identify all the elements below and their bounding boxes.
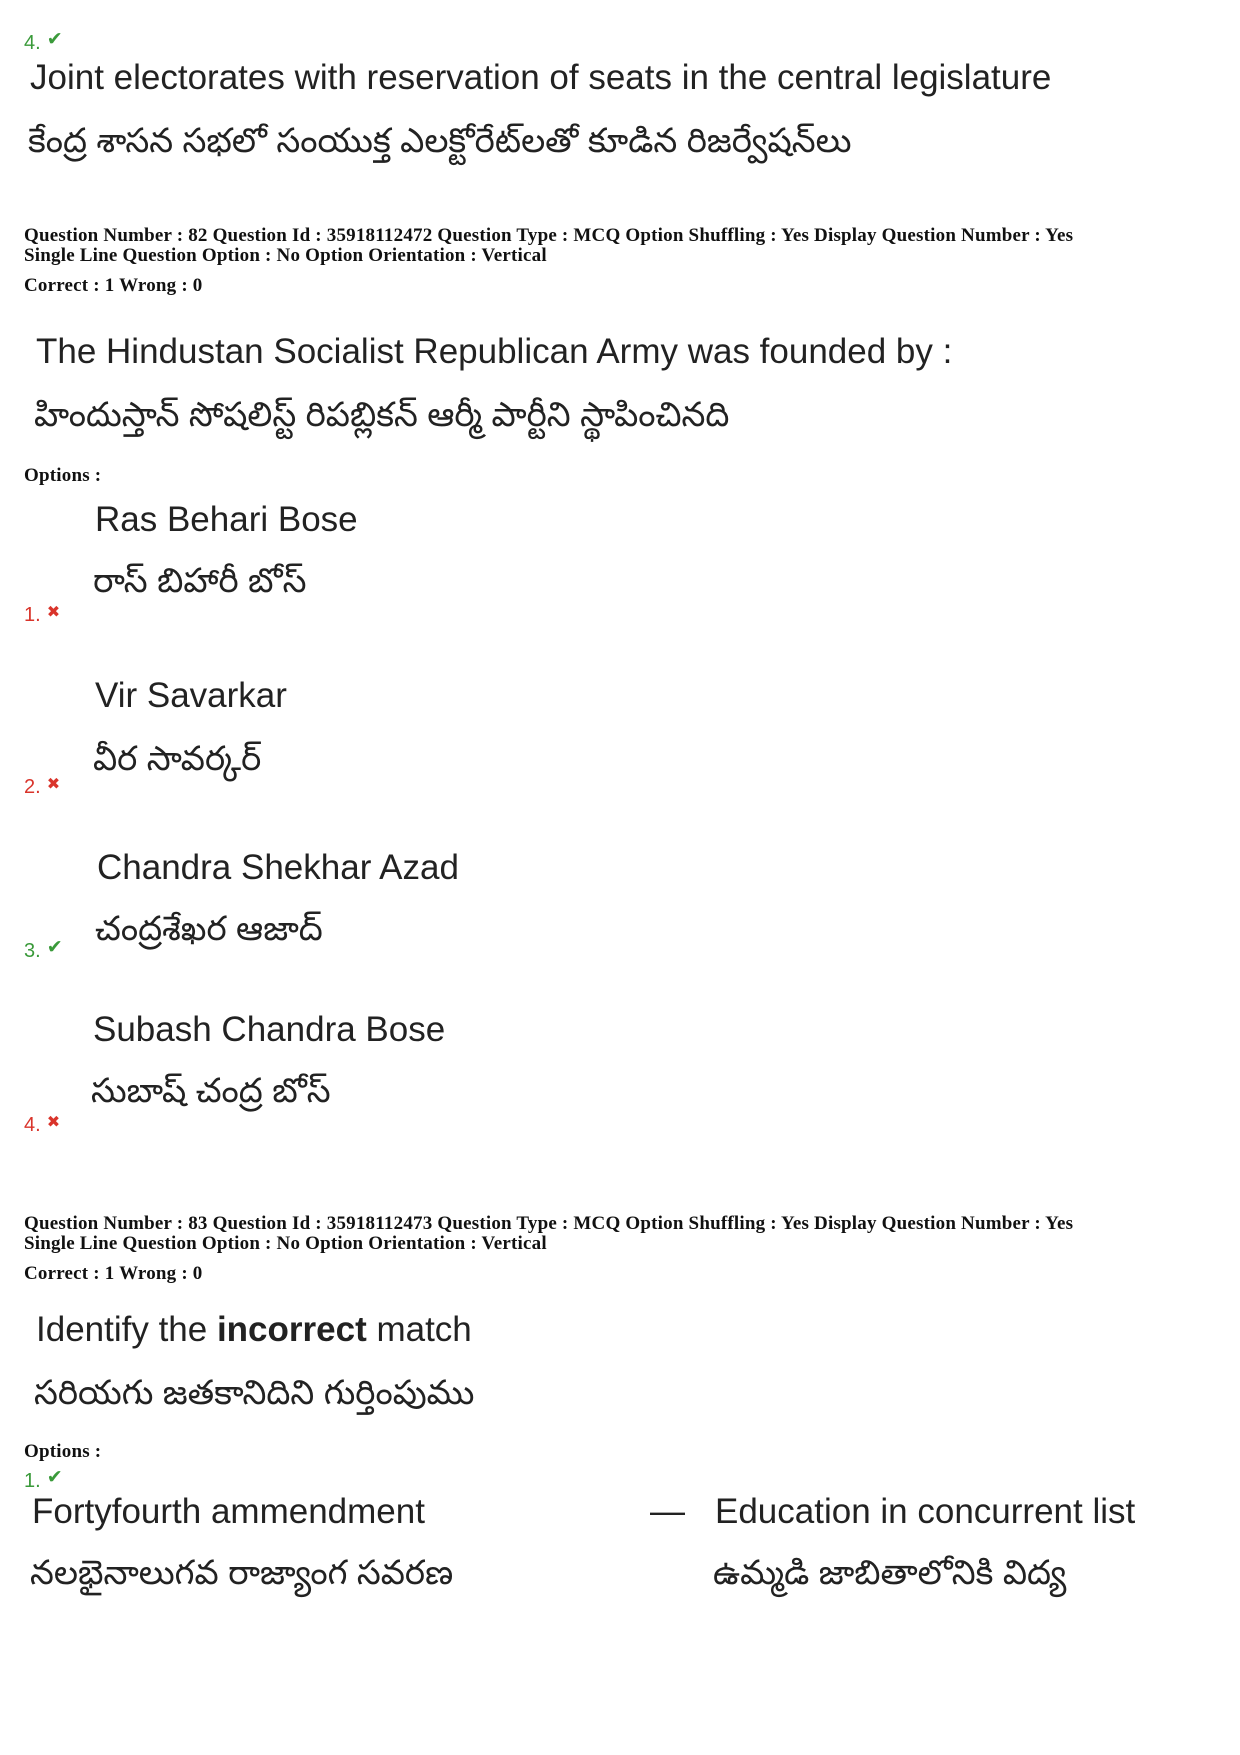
- check-icon: ✔: [46, 1467, 63, 1488]
- q83-option1-left-telugu: నలభైనాలుగవ రాజ్యాంగ సవరణ: [30, 1554, 454, 1592]
- cross-icon: ✖: [46, 604, 61, 621]
- q82-options-label: Options :: [24, 465, 102, 486]
- q82-option2-number: 2. ✖: [24, 776, 61, 798]
- q82-option2-english: Vir Savarkar: [95, 676, 287, 715]
- cross-icon: ✖: [46, 1114, 61, 1131]
- q83-option1-right-english: Education in concurrent list: [715, 1492, 1136, 1531]
- q83-options-label: Options :: [24, 1441, 102, 1462]
- q82-question-telugu: హిందుస్తాన్ సోషలిస్ట్ రిపబ్లికన్ ఆర్మీ పార్టీని స్థాపించినది: [34, 396, 730, 434]
- q82-meta-line2: Single Line Question Option : No Option Orientation : Vertical: [24, 245, 547, 266]
- q83-score: Correct : 1 Wrong : 0: [24, 1263, 203, 1284]
- q82-option3-english: Chandra Shekhar Azad: [97, 848, 459, 887]
- q82-option1-number: 1. ✖: [24, 604, 61, 626]
- cross-icon: ✖: [46, 776, 61, 793]
- q83-option1-left-english: Fortyfourth ammendment: [32, 1492, 425, 1531]
- q82-option4-telugu: సుబాష్ చంద్ర బోస్: [91, 1072, 331, 1110]
- q82-option2-telugu: వీర సావర్కర్: [93, 740, 262, 778]
- q83-question-english: Identify the incorrect match: [36, 1310, 472, 1349]
- q82-option4-english: Subash Chandra Bose: [93, 1010, 446, 1049]
- q83-question-telugu: సరియగు జతకానిదిని గుర్తింపుము: [34, 1374, 475, 1412]
- q83-option1-number: 1. ✔: [24, 1467, 63, 1492]
- q83-meta-line1: Question Number : 83 Question Id : 35918112473 Question Type : MCQ Option Shuffling : Yes Display Question Number : Yes: [24, 1213, 1074, 1234]
- q83-meta-line2: Single Line Question Option : No Option Orientation : Vertical: [24, 1233, 547, 1254]
- q83-question-emphasis: incorrect: [216, 1310, 367, 1349]
- q83-option1-right-telugu: ఉమ్మడి జాబితాలోనికి విద్య: [713, 1554, 1067, 1592]
- prev-option-telugu: కేంద్ర శాసన సభలో సంయుక్త ఎలక్టోరేట్‌లతో కూడిన రిజర్వేషన్‌లు: [28, 122, 852, 160]
- q82-option3-number: 3. ✔: [24, 937, 63, 962]
- prev-option-number: 4. ✔: [24, 29, 63, 54]
- q82-score: Correct : 1 Wrong : 0: [24, 275, 203, 296]
- q82-option1-telugu: రాస్ బిహారీ బోస్: [93, 562, 307, 600]
- q82-option4-number: 4. ✖: [24, 1114, 61, 1136]
- q82-option1-english: Ras Behari Bose: [95, 500, 358, 539]
- q82-question-english: The Hindustan Socialist Republican Army was founded by :: [36, 332, 953, 371]
- prev-option-english: Joint electorates with reservation of seats in the central legislature: [30, 58, 1052, 97]
- q82-meta-line1: Question Number : 82 Question Id : 35918112472 Question Type : MCQ Option Shuffling : Yes Display Question Number : Yes: [24, 225, 1074, 246]
- check-icon: ✔: [46, 29, 63, 50]
- check-icon: ✔: [46, 937, 63, 958]
- q83-option1-dash: —: [650, 1492, 685, 1531]
- q82-option3-telugu: చంద్రశేఖర ఆజాద్: [95, 910, 323, 948]
